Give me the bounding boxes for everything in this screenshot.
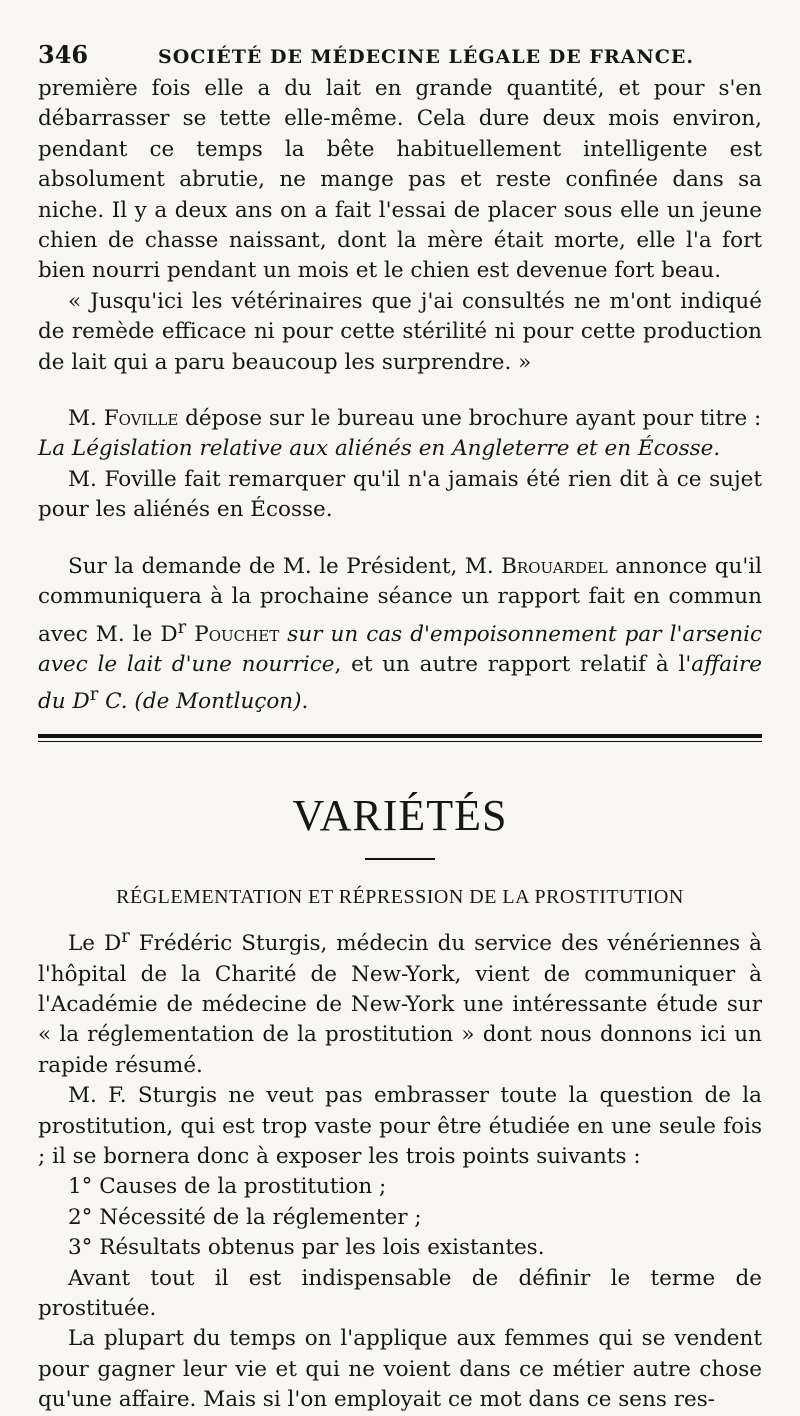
paragraph-2: « Jusqu'ici les vétérinaires que j'ai consultés ne m'ont indiqué de remède efficace ni pour cette stérilité ni pour cette production de lait qui a paru beaucoup les surprendre. » <box>38 288 762 375</box>
paragraph-1: première fois elle a du lait en grande quantité, et pour s'en débarrasser se tette elle-même. Cela dure deux mois environ, pendant ce temps la bête habituellement intelligente est absolument abrutie, ne mange pas et reste confinée dans sa niche. Il y a deux ans on a fait l'essai de placer sous elle un jeune chien de chasse naissant, dont la mère était morte, elle l'a fort bien nourri pendant un mois et le chien est devenue fort beau. <box>38 76 762 284</box>
paragraph-7: M. F. Sturgis ne veut pas embrasser toute la question de la prostitution, qui est trop vaste pour être étudiée en une seule fois ; il se bornera donc à exposer les trois points suivants : <box>38 1083 762 1170</box>
short-divider <box>365 858 435 860</box>
article-title: RÉGLEMENTATION ET RÉPRESSION DE LA PROSTITUTION <box>116 886 684 909</box>
section-divider <box>38 734 762 738</box>
paragraph-8: Avant tout il est indispensable de définir le terme de prostituée. <box>38 1265 762 1322</box>
section-title: VARIÉTÉS <box>292 791 508 841</box>
paragraph-3: M. Foville dépose sur le bureau une brochure ayant pour titre : La Législation relative aux aliénés en Angleterre et en Écosse. <box>38 406 762 462</box>
page <box>38 40 762 1416</box>
list-item: 3° Résultats obtenus par les lois existantes. <box>68 1235 545 1261</box>
page-number: 346 <box>38 40 89 69</box>
page-header <box>38 40 762 74</box>
list-item: 1° Causes de la prostitution ; <box>68 1174 387 1200</box>
person-name: Foville <box>103 406 179 432</box>
brochure-title: La Législation relative aux aliénés en Angleterre et en Écosse. <box>38 436 721 462</box>
person-name: Pouchet <box>194 621 280 647</box>
person-name: Brouardel <box>501 553 608 579</box>
paragraph-4: M. Foville fait remarquer qu'il n'a jamais été rien dit à ce sujet pour les aliénés en Écosse. <box>38 466 762 523</box>
running-title: SOCIÉTÉ DE MÉDECINE LÉGALE DE FRANCE. <box>158 46 694 68</box>
list-item: 2° Nécessité de la réglementer ; <box>68 1204 422 1230</box>
numbered-list <box>38 1172 762 1263</box>
paragraph-5: Sur la demande de M. le Président, M. Brouardel annonce qu'il communiquera à la prochaine séance un rapport fait en commun avec M. le $D^r$ Pouchet sur un cas d'empoisonnement par l'arsenic avec le lait d'une nourrice, et un autre rapport relatif à l'affaire du $D^r$ C. (de Montluçon). <box>38 553 762 715</box>
section-divider-thin <box>38 741 762 742</box>
paragraph-9: La plupart du temps on l'applique aux femmes qui se vendent pour gagner leur vie et qui ne voient dans ce métier autre chose qu'une affaire. Mais si l'on employait ce mot dans ce sens res- <box>38 1326 762 1413</box>
paragraph-6: Le $D^r$ Frédéric Sturgis, médecin du service des vénériennes à l'hôpital de la Charité de New-York, vient de communiquer à l'Académie de médecine de New-York une intéressante étude sur « la réglementation de la prostitution » dont nous donnons ici un rapide résumé. <box>38 926 762 1078</box>
